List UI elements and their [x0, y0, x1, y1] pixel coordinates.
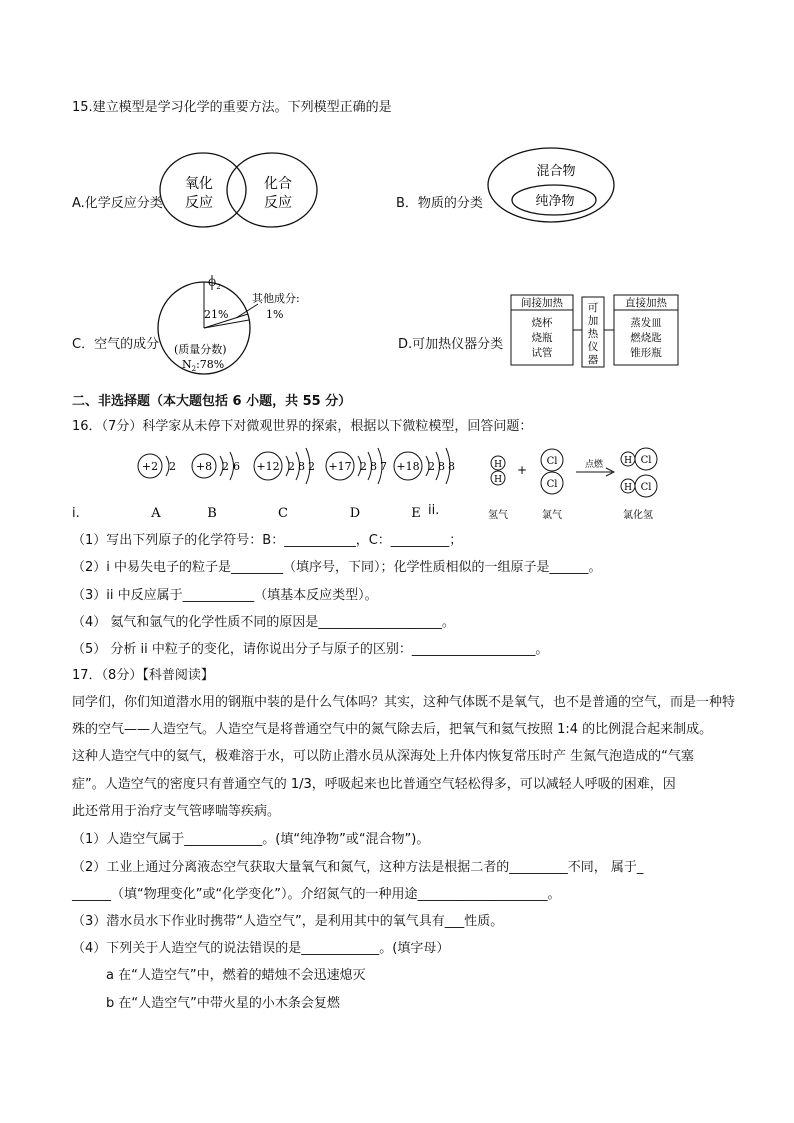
reaction-venn-diagram [158, 150, 322, 230]
q16-sub-5: （5） 分析 ii 中粒子的变化，请你说出分子与原子的区别：___________________。 [72, 642, 549, 657]
hydrogen-label: 氢气 [488, 510, 508, 521]
substance-classification-diagram [486, 145, 616, 225]
svg-text:2: 2 [428, 460, 435, 473]
q17-option-b: b 在“人造空气”中带火星的小木条会复燃 [106, 996, 340, 1011]
svg-text:Cl: Cl [640, 482, 652, 493]
svg-text:8: 8 [448, 460, 455, 473]
atom-a [138, 454, 176, 520]
svg-text:8: 8 [370, 460, 377, 473]
svg-text:2: 2 [288, 460, 295, 473]
hydrogen-molecule [491, 456, 505, 485]
section-2-title: 二、非选择题（本大题包括 6 小题，共 55 分） [72, 394, 352, 409]
q16-sub-2: （2）i 中易失电子的粒子是________（填序号，下同）；化学性质相似的一组原子是______。 [72, 560, 602, 575]
q15-option-c-label: C．空气的成分 [72, 337, 160, 352]
hcl-label: 氯化氢 [623, 510, 653, 521]
chlorine-label: 氯气 [542, 510, 562, 521]
svg-text:H: H [624, 456, 632, 466]
q15-option-a-label: A.化学反应分类 [72, 196, 163, 211]
direct-item: 锥形瓶 [630, 347, 662, 359]
q17-passage-line: 此还常用于治疗支气管哮喘等疾病。 [72, 804, 281, 819]
svg-text:Cl: Cl [640, 455, 652, 466]
svg-text:8: 8 [438, 460, 445, 473]
svg-text:8: 8 [298, 460, 305, 473]
q15-option-b-label: B．物质的分类 [396, 196, 483, 211]
hcl-molecule [621, 475, 657, 497]
atom-b [192, 452, 240, 520]
svg-text:7: 7 [380, 460, 387, 473]
venn-right-line1: 化合 [264, 176, 292, 192]
other-percent: 1% [266, 308, 284, 321]
svg-text:C: C [278, 506, 288, 520]
indirect-item: 烧杯 [531, 317, 553, 329]
middle-char: 可 [587, 302, 599, 314]
svg-text:+12: +12 [256, 460, 280, 473]
o2-percent: 21% [204, 308, 229, 321]
svg-text:Cl: Cl [546, 479, 558, 490]
o2-label: $O_2$ [208, 278, 221, 291]
part-ii-marker: ii. [428, 503, 440, 518]
plus-sign: + [516, 463, 528, 477]
q17-stem: 17．（8分）【科普阅读】 [72, 668, 214, 683]
q16-sub-4: （4） 氦气和氩气的化学性质不同的原因是___________________。 [72, 615, 455, 630]
q16-stem: 16．（7分）科学家从未停下对微观世界的探索，根据以下微粒模型，回答问题： [72, 419, 533, 434]
svg-text:A: A [151, 506, 161, 520]
q16-sub-1: （1）写出下列原子的化学符号：B：___________，C：_________； [72, 533, 463, 548]
svg-text:+17: +17 [328, 460, 352, 473]
q17-sub-1: （1）人造空气属于____________。(填“纯净物”或“混合物”)。 [72, 832, 430, 847]
venn-left-line2: 反应 [185, 195, 213, 211]
svg-text:+2: +2 [141, 460, 159, 473]
atom-structure-diagrams [126, 440, 456, 520]
direct-item: 蒸发皿 [630, 317, 662, 329]
heating-apparatus-diagram [510, 294, 706, 370]
venn-left-line1: 氧化 [185, 176, 213, 192]
q17-passage-line: 这种人造空气中的氦气，极难溶于水，可以防止潜水员从深海处上升体内恢复常压时产 生氮气泡造成的“气塞 [72, 749, 694, 764]
q17-sub-2-cont: ______（填“物理变化”或“化学变化”）。介绍氮气的一种用途____________________。 [72, 887, 561, 902]
q15-option-d-label: D.可加热仪器分类 [398, 337, 504, 352]
svg-text:B: B [207, 506, 217, 520]
svg-text:H: H [624, 483, 632, 493]
svg-text:H: H [494, 460, 502, 470]
indirect-heating-header: 间接加热 [521, 297, 563, 309]
svg-text:2: 2 [308, 460, 315, 473]
h2-cl2-reaction-diagram [478, 446, 678, 526]
q17-passage-line: 同学们，你们知道潜水用的钢瓶中装的是什么气体吗？其实，这种气体既不是氧气，也不是普通的空气，而是一种特 [72, 695, 736, 710]
direct-heating-header: 直接加热 [625, 297, 667, 309]
n2-label: $N_2:78\%$ [182, 358, 225, 373]
q16-sub-3: （3）ii 中反应属于___________（填基本反应类型）。 [72, 588, 378, 603]
pure-substance-label: 纯净物 [535, 194, 575, 209]
indirect-item: 烧瓶 [531, 332, 553, 344]
svg-text:H: H [494, 475, 502, 485]
atom-e [394, 448, 455, 520]
middle-char: 仪 [587, 341, 599, 353]
atom-c [254, 448, 315, 520]
q17-option-a: a 在“人造空气”中，燃着的蜡烛不会迅速熄灭 [106, 968, 366, 983]
q17-sub-2: （2）工业上通过分离液态空气获取大量氧气和氮气，这种方法是根据二者的_________不同， 属于_ [72, 860, 644, 875]
direct-item: 燃烧匙 [630, 332, 662, 344]
svg-text:E: E [411, 506, 421, 520]
q15-stem: 15.建立模型是学习化学的重要方法。下列模型正确的是 [72, 100, 392, 115]
q17-sub-4: （4）下列关于人造空气的说法错误的是____________。(填字母） [72, 941, 450, 956]
svg-text:+18: +18 [396, 460, 420, 473]
svg-text:2: 2 [169, 460, 176, 473]
other-leader [236, 304, 258, 318]
other-label: 其他成分: [252, 292, 300, 305]
venn-right-line2: 反应 [264, 195, 292, 211]
ignition-condition: 点燃 [584, 460, 604, 470]
air-composition-pie [148, 272, 328, 376]
middle-char: 器 [587, 354, 599, 366]
part-i-marker: i. [72, 506, 80, 521]
svg-text:+8: +8 [195, 460, 213, 473]
svg-text:D: D [349, 506, 361, 520]
svg-text:6: 6 [233, 460, 240, 473]
hcl-molecule [621, 448, 657, 470]
svg-text:2: 2 [360, 460, 367, 473]
mass-fraction-note: (质量分数) [174, 343, 227, 356]
q17-sub-3: （3）潜水员水下作业时携带“人造空气”，是利用其中的氧气具有___性质。 [72, 914, 504, 929]
atom-d [326, 448, 387, 520]
svg-text:2: 2 [222, 460, 229, 473]
middle-char: 加 [587, 315, 599, 327]
q17-passage-line: 殊的空气——人造空气。人造空气是将普通空气中的氮气除去后，把氧气和氦气按照 1:4 的比例混合起来制成。 [72, 722, 713, 737]
svg-text:Cl: Cl [546, 456, 558, 467]
indirect-item: 试管 [531, 347, 553, 359]
middle-char: 热 [587, 328, 599, 340]
mixture-label: 混合物 [536, 164, 576, 179]
q17-passage-line: 症”。人造空气的密度只有普通空气的 1/3，呼吸起来也比普通空气轻松得多，可以减轻人呼吸的困难，因 [72, 777, 676, 792]
chlorine-molecule [541, 449, 563, 494]
